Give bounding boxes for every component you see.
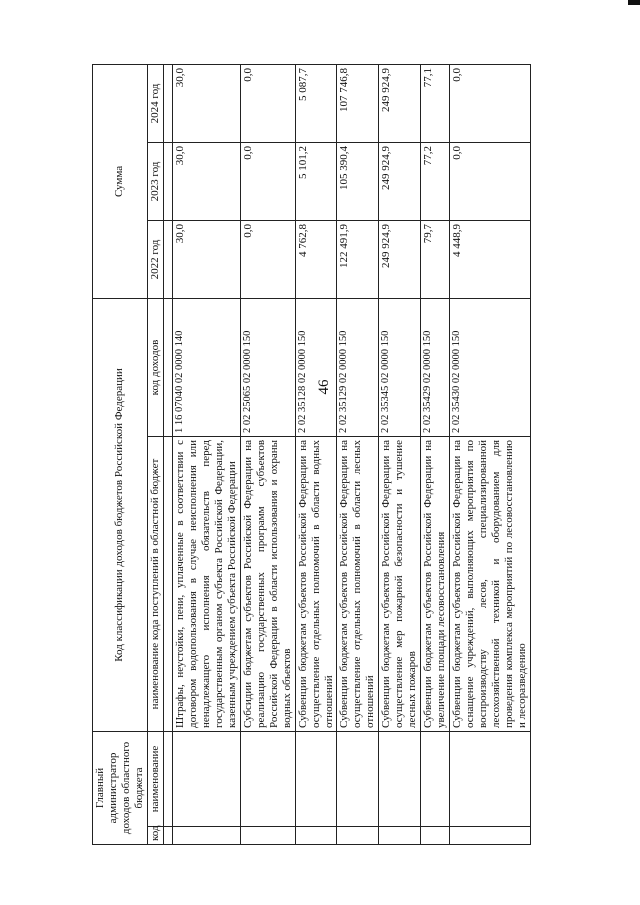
sum-2023-cell: 5 101,2 [295, 142, 337, 220]
income-code-cell: 1 16 07040 02 0000 140 [172, 298, 240, 436]
admin-code-cell [450, 827, 531, 845]
income-code-cell: 2 02 35429 02 0000 150 [421, 298, 450, 436]
admin-name-cell [379, 731, 421, 826]
sum-2022-cell: 122 491,9 [337, 220, 379, 298]
income-code-cell: 2 02 25065 02 0000 150 [240, 298, 295, 436]
admin-name-cell [240, 731, 295, 826]
header-year-2022: 2022 год [147, 220, 163, 298]
admin-code-cell [421, 827, 450, 845]
header-income-code: код доходов [147, 298, 163, 436]
income-name-cell: Штрафы, неустойки, пени, уплаченные в соответствии с договором водопользования в случае неисполнения или ненадлежащего исполнения обязательств перед государственным органом субъекта Российской Федерации, казенным учреждением субъекта Российской Федерации [172, 436, 240, 731]
table-row [450, 64, 531, 844]
sum-2024-cell: 30,0 [172, 64, 240, 142]
table-row [421, 64, 450, 844]
table-row [172, 64, 240, 844]
budget-table [92, 64, 531, 845]
sum-2022-cell: 0,0 [240, 220, 295, 298]
sum-2022-cell: 4 762,8 [295, 220, 337, 298]
income-code-cell: 2 02 35430 02 0000 150 [450, 298, 531, 436]
admin-name-cell [295, 731, 337, 826]
admin-name-cell [421, 731, 450, 826]
sum-2023-cell: 0,0 [240, 142, 295, 220]
income-code-cell: 2 02 35345 02 0000 150 [379, 298, 421, 436]
column-number-row [163, 64, 172, 844]
header-income-name: наименование кода поступлений в областной бюджет [147, 436, 163, 731]
sum-2023-cell: 0,0 [450, 142, 531, 220]
income-code-cell: 2 02 35129 02 0000 150 [337, 298, 379, 436]
sum-2022-cell: 79,7 [421, 220, 450, 298]
sum-2024-cell: 107 746,8 [337, 64, 379, 142]
table-row [295, 64, 337, 844]
admin-code-cell [295, 827, 337, 845]
income-name-cell: Субвенции бюджетам субъектов Российской Федерации на осуществление отдельных полномочий в области лесных отношений [337, 436, 379, 731]
sum-2023-cell: 30,0 [172, 142, 240, 220]
sum-2024-cell: 249 924,9 [379, 64, 421, 142]
page-number: 46 [316, 379, 332, 395]
income-name-cell: Субсидии бюджетам субъектов Российской Федерации на реализацию государственных программ субъектов Российской Федерации в области использования и охраны водных объектов [240, 436, 295, 731]
sum-2023-cell: 105 390,4 [337, 142, 379, 220]
income-code-cell: 2 02 35128 02 0000 150 [295, 298, 337, 436]
header-name: наименование [147, 731, 163, 826]
header-classification: Код классификации доходов бюджетов Российской Федерации [93, 298, 148, 731]
income-name-cell: Субвенции бюджетам субъектов Российской Федерации на оснащение учреждений, выполняющих мероприятия по воспроизводству лесов, специализированной лесохозяйственной техникой и оборудованием для проведения комплекса мероприятий по лесовосстановлению и лесоразведению [450, 436, 531, 731]
income-name-cell: Субвенции бюджетам субъектов Российской Федерации на осуществление мер пожарной безопасности и тушение лесных пожаров [379, 436, 421, 731]
admin-code-cell [172, 827, 240, 845]
scan-mark [628, 0, 640, 5]
table-row [337, 64, 379, 844]
header-year-2024: 2024 год [147, 64, 163, 142]
sum-2024-cell: 0,0 [240, 64, 295, 142]
sum-2023-cell: 77,2 [421, 142, 450, 220]
admin-name-cell [450, 731, 531, 826]
admin-code-cell [337, 827, 379, 845]
sum-2024-cell: 77,1 [421, 64, 450, 142]
table-row [240, 64, 295, 844]
sum-2024-cell: 0,0 [450, 64, 531, 142]
sum-2024-cell: 5 087,7 [295, 64, 337, 142]
admin-code-cell [240, 827, 295, 845]
admin-code-cell [379, 827, 421, 845]
income-name-cell: Субвенции бюджетам субъектов Российской Федерации на осуществление отдельных полномочий в области водных отношений [295, 436, 337, 731]
header-year-2023: 2023 год [147, 142, 163, 220]
admin-name-cell [337, 731, 379, 826]
income-name-cell: Субвенции бюджетам субъектов Российской Федерации на увеличение площади лесовосстановления [421, 436, 450, 731]
sum-2022-cell: 30,0 [172, 220, 240, 298]
sum-2023-cell: 249 924,9 [379, 142, 421, 220]
sum-2022-cell: 249 924,9 [379, 220, 421, 298]
header-code: код [147, 827, 163, 845]
header-admin: Главный администратор доходов областного бюджета [93, 731, 148, 844]
rotated-page [92, 65, 637, 845]
sum-2022-cell: 4 448,9 [450, 220, 531, 298]
header-sum: Сумма [93, 64, 148, 298]
admin-name-cell [172, 731, 240, 826]
table-row [379, 64, 421, 844]
